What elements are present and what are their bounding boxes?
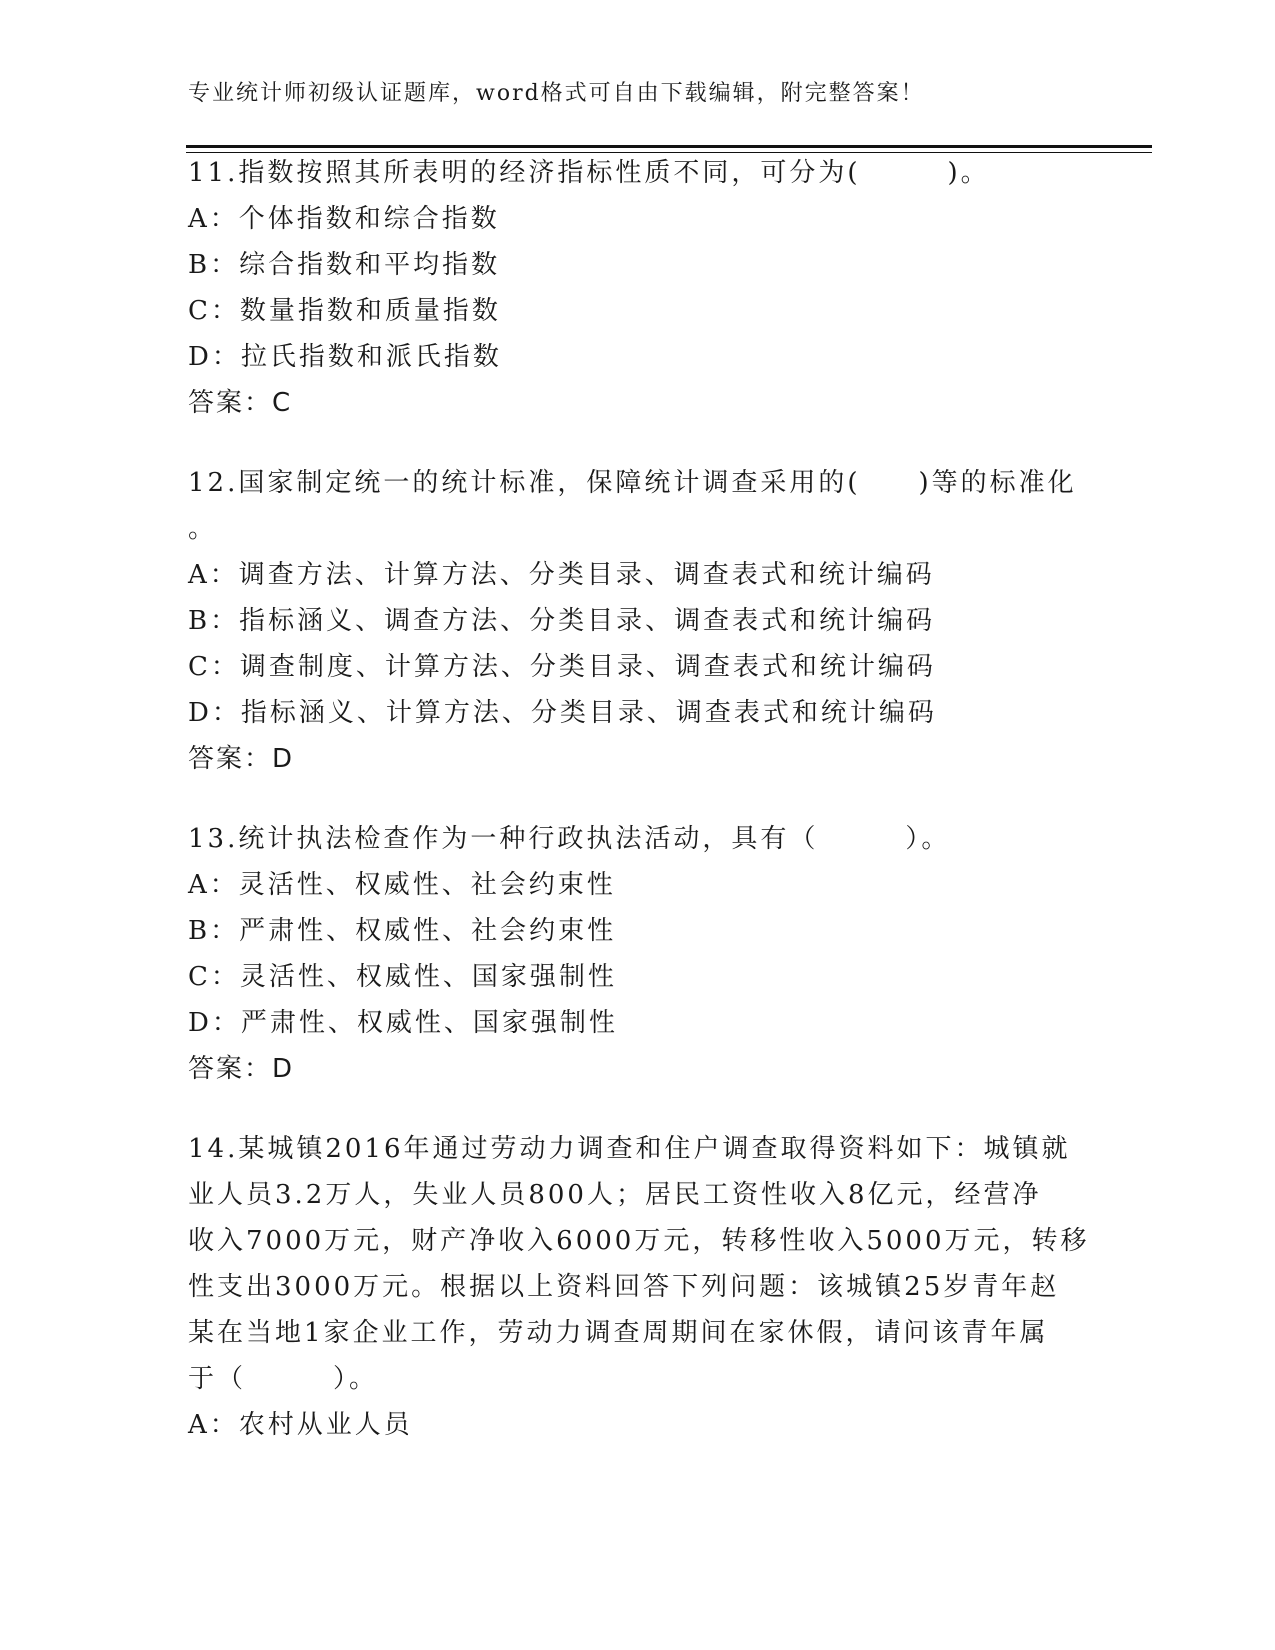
answer: 答案：D xyxy=(188,1054,295,1084)
header-divider-thick xyxy=(186,145,1152,148)
option-a: A：调查方法、计算方法、分类目录、调查表式和统计编码 xyxy=(188,560,935,590)
option-c: C：调查制度、计算方法、分类目录、调查表式和统计编码 xyxy=(188,652,936,682)
question-stem: 13.统计执法检查作为一种行政执法活动，具有（ ）。 xyxy=(188,824,951,854)
question-11 xyxy=(188,150,1088,426)
question-stem-line-1: 14.某城镇2016年通过劳动力调查和住户调查取得资料如下：城镇就 xyxy=(188,1134,1071,1164)
option-b: B：严肃性、权威性、社会约束性 xyxy=(188,916,617,946)
option-c: C：数量指数和质量指数 xyxy=(188,296,501,326)
answer: 答案：D xyxy=(188,744,295,774)
option-b: B：综合指数和平均指数 xyxy=(188,250,501,280)
option-a: A：农村从业人员 xyxy=(188,1410,413,1440)
question-13 xyxy=(188,816,1088,1092)
question-stem-line-6: 于（ ）。 xyxy=(188,1364,379,1394)
question-12 xyxy=(188,460,1088,782)
question-stem-line-2: 业人员3.2万人，失业人员800人；居民工资性收入8亿元，经营净 xyxy=(188,1180,1042,1210)
question-stem: 12.国家制定统一的统计标准，保障统计调查采用的( )等的标准化 xyxy=(188,468,1077,498)
option-b: B：指标涵义、调查方法、分类目录、调查表式和统计编码 xyxy=(188,606,936,636)
question-stem-line-3: 收入7000万元，财产净收入6000万元，转移性收入5000万元，转移 xyxy=(188,1226,1090,1256)
option-d: D：指标涵义、计算方法、分类目录、调查表式和统计编码 xyxy=(188,698,937,728)
option-d: D：拉氏指数和派氏指数 xyxy=(188,342,502,372)
option-d: D：严肃性、权威性、国家强制性 xyxy=(188,1008,618,1038)
question-stem-line-4: 性支出3000万元。根据以上资料回答下列问题：该城镇25岁青年赵 xyxy=(188,1272,1060,1302)
option-a: A：个体指数和综合指数 xyxy=(188,204,500,234)
question-stem-continued: 。 xyxy=(188,514,218,544)
option-c: C：灵活性、权威性、国家强制性 xyxy=(188,962,617,992)
option-a: A：灵活性、权威性、社会约束性 xyxy=(188,870,616,900)
page-header: 专业统计师初级认证题库，word格式可自由下载编辑，附完整答案！ xyxy=(188,81,925,106)
answer: 答案：C xyxy=(188,388,293,418)
question-stem: 11.指数按照其所表明的经济指标性质不同，可分为( )。 xyxy=(188,158,990,188)
question-14 xyxy=(188,1126,1088,1448)
question-stem-line-5: 某在当地1家企业工作，劳动力调查周期间在家休假，请问该青年属 xyxy=(188,1318,1049,1348)
